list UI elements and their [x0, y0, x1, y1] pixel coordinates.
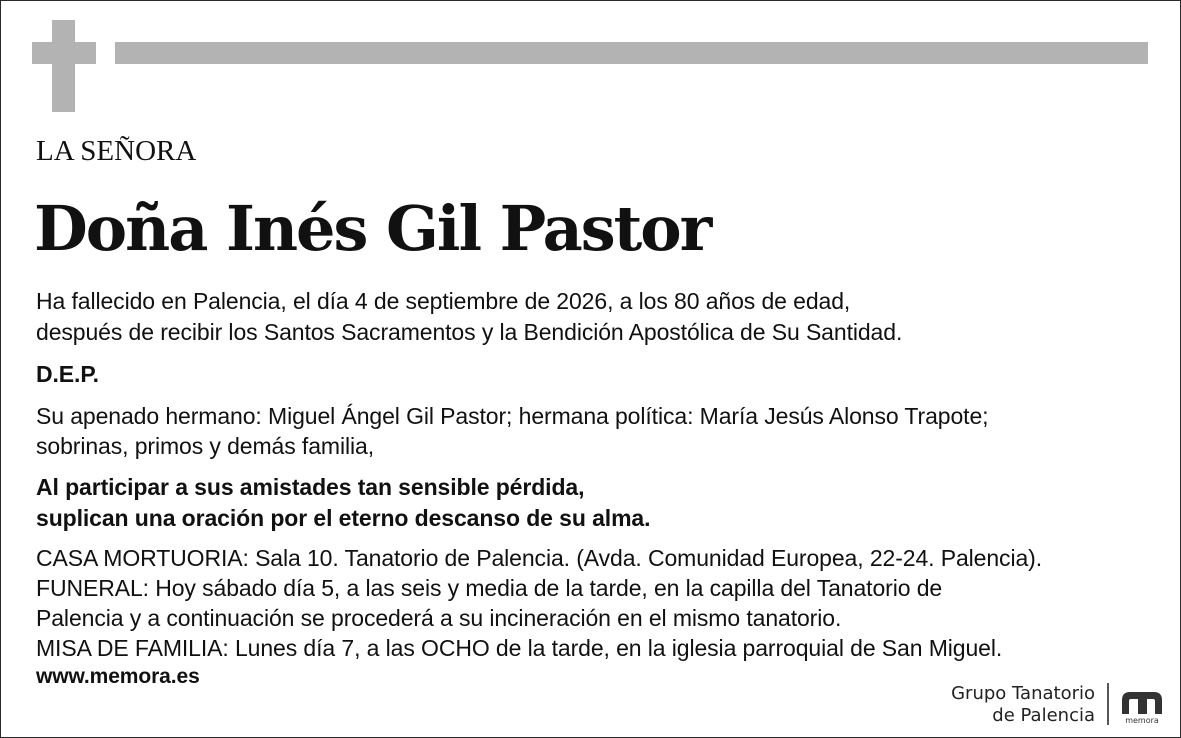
honorific-prefix: LA SEÑORA	[36, 135, 197, 167]
memora-logo-wordmark: memora	[1125, 716, 1159, 725]
info-line-4: MISA DE FAMILIA: Lunes día 7, a las OCHO de la tarde, en la iglesia parroquial de San Miguel.	[36, 635, 1003, 661]
info-line-2: FUNERAL: Hoy sábado día 5, a las seis y media de la tarde, en la capilla del Tanatorio de	[36, 575, 943, 601]
info-line-1: CASA MORTUORIA: Sala 10. Tanatorio de Palencia. (Avda. Comunidad Europea, 22-24. Palencia).	[36, 545, 1043, 571]
website-link[interactable]: www.memora.es	[36, 665, 200, 688]
prayer-line-2: suplican una oración por el eterno descanso de su alma.	[36, 505, 651, 531]
dep-label: D.E.P.	[36, 361, 99, 387]
info-line-3: Palencia y a continuación se procederá a su incineración en el mismo tanatorio.	[36, 605, 842, 631]
death-line-2: después de recibir los Santos Sacramentos y la Bendición Apostólica de Su Santidad.	[36, 319, 903, 345]
cross-icon-arm	[32, 42, 96, 64]
logo-divider	[1107, 683, 1109, 725]
logo-text-line-1: Grupo Tanatorio	[951, 683, 1095, 704]
family-line-2: sobrinas, primos y demás familia,	[36, 433, 374, 459]
cross-icon	[52, 20, 75, 112]
deceased-name: Doña Inés Gil Pastor	[34, 192, 711, 265]
prayer-line-1: Al participar a sus amistades tan sensible pérdida,	[36, 474, 585, 500]
logo-text-line-2: de Palencia	[992, 705, 1095, 726]
family-line-1: Su apenado hermano: Miguel Ángel Gil Pastor; hermana política: María Jesús Alonso Trapote;	[36, 403, 989, 429]
death-line-1: Ha fallecido en Palencia, el día 4 de septiembre de 2026, a los 80 años de edad,	[36, 288, 851, 314]
header-bar	[115, 42, 1148, 64]
